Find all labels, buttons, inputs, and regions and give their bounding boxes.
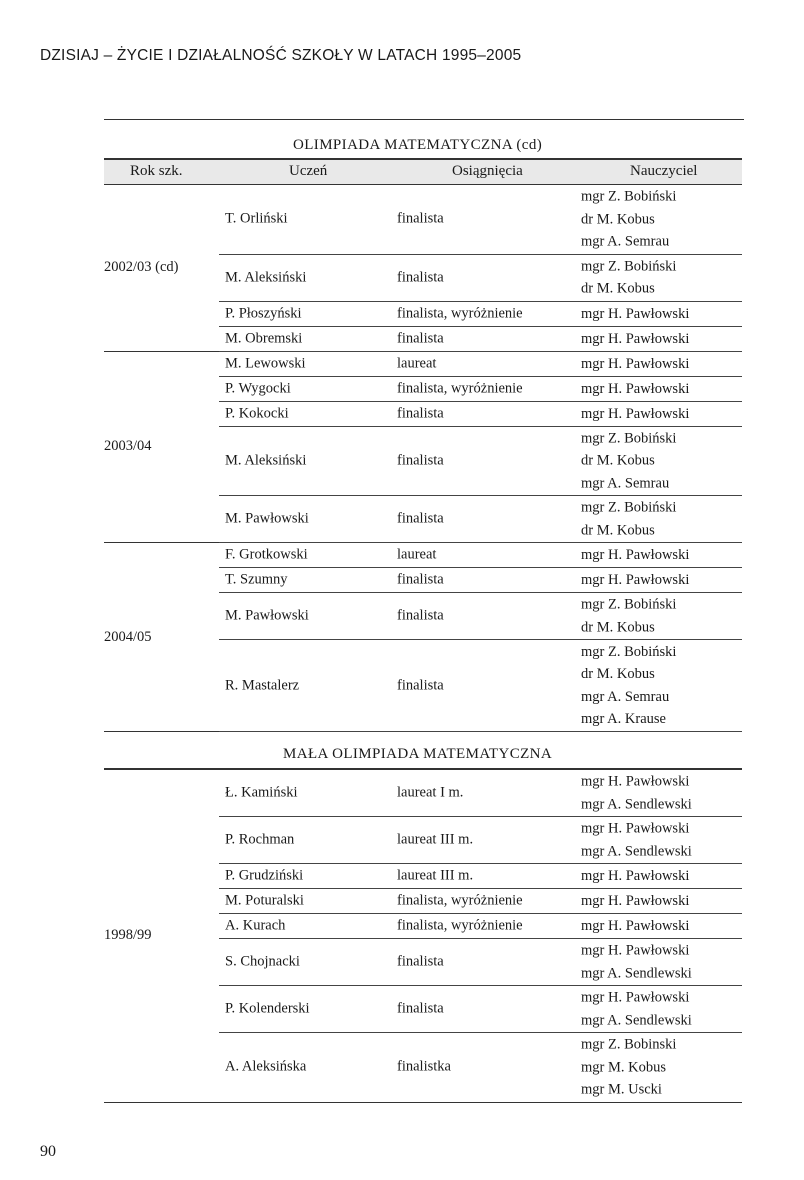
teacher-list [581,771,741,816]
table-row [219,352,742,377]
teacher-name: mgr A. Sendlewski [581,1012,692,1028]
student-name: M. Pawłowski [225,510,309,527]
column-header-teacher: Nauczyciel [630,163,698,179]
student-name: M. Obremski [225,330,303,346]
teacher-name: mgr A. Semrau [581,233,670,250]
teacher-name: mgr H. Pawłowski [581,405,690,422]
table-row [219,185,742,255]
table-row [219,543,742,568]
achievement: finalista [397,677,444,693]
table-header-top-rule [104,158,742,160]
teacher-name: mgr H. Pawłowski [581,867,690,884]
teacher-name: mgr Z. Bobiński [581,596,677,613]
table-row [219,402,742,427]
student-name: P. Kolenderski [225,1000,310,1017]
achievement: finalista [397,571,444,588]
student-name: P. Grudziński [225,867,304,884]
school-year: 1998/99 [104,927,152,944]
student-name: F. Grotkowski [225,546,308,563]
table-row [219,939,742,986]
table-row [219,377,742,402]
table-row [219,986,742,1033]
student-name: S. Chojnacki [225,953,300,970]
teacher-list [581,865,741,888]
teacher-name: mgr Z. Bobiński [581,499,677,516]
teacher-name: dr M. Kobus [581,666,655,682]
section2-title: MAŁA OLIMPIADA MATEMATYCZNA [283,746,553,762]
teacher-name: mgr H. Pawłowski [581,305,690,322]
teacher-name: dr M. Kobus [581,280,655,297]
teacher-name: mgr H. Pawłowski [581,942,690,959]
column-header-student: Uczeń [289,163,328,179]
column-header-achievement: Osiągnięcia [452,163,523,179]
table-row [219,914,742,939]
teacher-list [581,569,741,592]
student-name: Ł. Kamiński [225,784,298,801]
teacher-name: mgr H. Pawłowski [581,571,690,588]
teacher-list [581,186,741,254]
teacher-list [581,890,741,913]
table-row [219,889,742,914]
year-group-rule [104,542,219,543]
teacher-list [581,940,741,985]
table-row [219,640,742,732]
achievement: finalista, wyróżnienie [397,305,523,321]
achievement: finalista [397,1000,444,1017]
year-group-rule [104,351,219,352]
teacher-list [581,1034,741,1102]
teacher-name: mgr M. Kobus [581,1059,666,1075]
achievement: laureat I m. [397,784,464,801]
section1-top-rule [104,119,744,120]
achievement: laureat [397,355,437,371]
teacher-name: mgr H. Pawłowski [581,989,690,1006]
student-name: P. Płoszyński [225,305,302,321]
teacher-name: mgr A. Krause [581,711,666,727]
teacher-list [581,352,741,375]
teacher-list [581,427,741,495]
student-name: M. Pawłowski [225,607,309,624]
student-name: M. Lewowski [225,355,306,371]
teacher-name: dr M. Kobus [581,452,655,469]
teacher-list [581,915,741,938]
student-name: T. Orliński [225,210,288,227]
achievement: finalista, wyróżnienie [397,917,523,934]
achievement: finalista [397,953,444,970]
table-row [219,327,742,352]
achievement: finalista [397,510,444,527]
teacher-name: dr M. Kobus [581,211,655,227]
achievement: finalista [397,330,444,346]
teacher-name: mgr H. Pawłowski [581,820,690,837]
teacher-name: mgr Z. Bobiński [581,188,677,205]
teacher-name: mgr H. Pawłowski [581,330,690,347]
achievement: finalistka [397,1058,451,1075]
table-row [219,817,742,864]
student-name: P. Rochman [225,831,295,848]
achievement: finalista [397,607,444,624]
table-row [219,568,742,593]
teacher-list [581,641,741,731]
table-row [219,302,742,327]
teacher-name: mgr M. Uscki [581,1081,662,1098]
teacher-name: mgr Z. Bobiński [581,643,677,660]
section1-title: OLIMPIADA MATEMATYCZNA (cd) [293,137,543,153]
table-row [219,1033,742,1103]
running-head: DZISIAJ – ŻYCIE I DZIAŁALNOŚĆ SZKOŁY W LATACH 1995–2005 [40,47,522,64]
table-row [219,770,742,817]
table-row [219,496,742,543]
student-name: A. Kurach [225,917,286,934]
teacher-list [581,497,741,542]
teacher-name: mgr A. Semrau [581,475,670,491]
teacher-name: mgr Z. Bobiński [581,258,677,274]
teacher-name: mgr A. Sendlewski [581,796,692,812]
teacher-name: mgr H. Pawłowski [581,892,690,909]
student-name: M. Aleksiński [225,452,307,469]
achievement: finalista, wyróżnienie [397,380,523,396]
table-row [219,427,742,497]
teacher-name: mgr H. Pawłowski [581,380,690,397]
student-name: M. Aleksiński [225,269,307,285]
teacher-list [581,327,741,350]
table-row [219,255,742,302]
teacher-list [581,402,741,425]
student-name: A. Aleksińska [225,1058,307,1075]
achievement: finalista [397,269,444,285]
teacher-name: mgr H. Pawłowski [581,917,690,934]
year-group-rule [104,731,219,732]
teacher-name: mgr Z. Bobinski [581,1036,677,1053]
teacher-name: mgr A. Sendlewski [581,965,692,981]
student-name: R. Mastalerz [225,677,300,693]
teacher-list [581,818,741,863]
teacher-name: mgr H. Pawłowski [581,546,690,563]
teacher-name: mgr A. Sendlewski [581,843,692,859]
teacher-name: mgr A. Semrau [581,688,670,705]
table-row [219,593,742,640]
teacher-list [581,987,741,1032]
teacher-list [581,594,741,639]
student-name: M. Poturalski [225,892,304,909]
teacher-list [581,255,741,300]
teacher-list [581,302,741,325]
page-number: 90 [40,1143,56,1160]
achievement: laureat III m. [397,831,474,848]
achievement: finalista [397,452,444,469]
teacher-name: mgr H. Pawłowski [581,773,690,790]
teacher-list [581,544,741,567]
student-name: T. Szumny [225,571,288,588]
school-year: 2004/05 [104,628,152,645]
achievement: finalista [397,210,444,227]
teacher-name: dr M. Kobus [581,522,655,538]
section2-bottom-rule [104,1102,742,1103]
student-name: P. Wygocki [225,380,291,396]
achievement: laureat III m. [397,867,474,884]
school-year: 2003/04 [104,438,152,455]
column-header-year: Rok szk. [130,163,183,179]
achievement: finalista [397,405,444,421]
teacher-name: mgr Z. Bobiński [581,430,677,446]
teacher-list [581,377,741,400]
teacher-name: dr M. Kobus [581,619,655,635]
achievement: finalista, wyróżnienie [397,892,523,909]
student-name: P. Kokocki [225,405,289,421]
table-row [219,864,742,889]
achievement: laureat [397,546,437,563]
teacher-name: mgr H. Pawłowski [581,355,690,372]
school-year: 2002/03 (cd) [104,259,179,276]
